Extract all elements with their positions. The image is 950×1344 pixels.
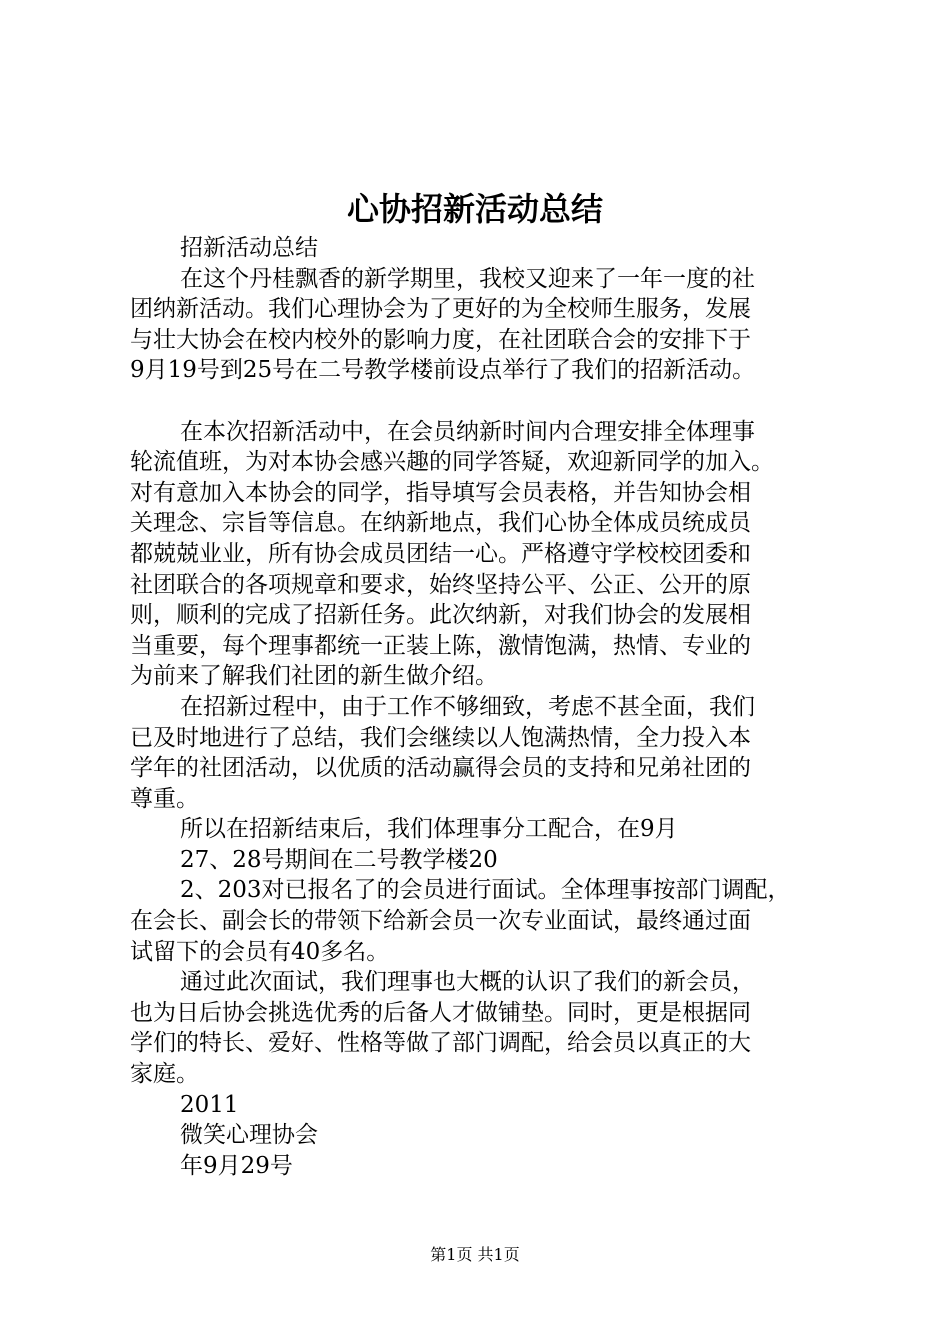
- body-line: 学们的特长、爱好、性格等做了部门调配，给会员以真正的大: [130, 1030, 751, 1057]
- body-line: 通过此次面试，我们理事也大概的认识了我们的新会员，: [180, 969, 755, 996]
- body-line: 社团联合的各项规章和要求，始终坚持公平、公正、公开的原: [130, 571, 751, 598]
- body-line: 在这个丹桂飘香的新学期里，我校又迎来了一年一度的社: [180, 265, 755, 292]
- body-line: 在会长、副会长的带领下给新会员一次专业面试，最终通过面: [130, 908, 751, 935]
- body-line: 9月19号到25号在二号教学楼前设点举行了我们的招新活动。: [130, 357, 756, 384]
- signature-date: 年9月29号: [180, 1152, 293, 1179]
- body-line: 所以在招新结束后，我们体理事分工配合，在9月: [180, 816, 678, 843]
- page-footer: 第1页 共1页: [430, 1245, 520, 1264]
- body-line: 尊重。: [130, 785, 199, 812]
- body-line: 在本次招新活动中，在会员纳新时间内合理安排全体理事: [180, 418, 755, 445]
- body-line: 则，顺利的完成了招新任务。此次纳新，对我们协会的发展相: [130, 602, 751, 629]
- body-line: 都兢兢业业，所有协会成员团结一心。严格遵守学校校团委和: [130, 540, 751, 567]
- body-line: 学年的社团活动，以优质的活动赢得会员的支持和兄弟社团的: [130, 755, 751, 782]
- body-line: 试留下的会员有40多名。: [130, 938, 390, 965]
- body-line: 2、203对已报名了的会员进行面试。全体理事按部门调配，: [180, 877, 791, 904]
- body-line: 在招新过程中，由于工作不够细致，考虑不甚全面，我们: [180, 693, 755, 720]
- signature-year: 2011: [180, 1091, 239, 1118]
- body-line: 关理念、宗旨等信息。在纳新地点，我们心协全体成员统成员: [130, 510, 751, 537]
- signature-organization: 微笑心理协会: [180, 1122, 318, 1149]
- body-line: 团纳新活动。我们心理协会为了更好的为全校师生服务，发展: [130, 296, 751, 323]
- document-body: [130, 233, 830, 1181]
- body-line: 轮流值班，为对本协会感兴趣的同学答疑，欢迎新同学的加入。: [130, 449, 774, 476]
- body-line: 对有意加入本协会的同学，指导填写会员表格，并告知协会相: [130, 479, 751, 506]
- body-line: 已及时地进行了总结，我们会继续以人饱满热情，全力投入本: [130, 724, 751, 751]
- document-title: 心协招新活动总结: [346, 190, 603, 228]
- body-line: 与壮大协会在校内校外的影响力度，在社团联合会的安排下于: [130, 326, 751, 353]
- body-line: 为前来了解我们社团的新生做介绍。: [130, 663, 498, 690]
- body-line: 也为日后协会挑选优秀的后备人才做铺垫。同时，更是根据同: [130, 999, 751, 1026]
- body-line: 招新活动总结: [180, 235, 318, 261]
- body-line: 家庭。: [130, 1061, 199, 1088]
- body-line: 27、28号期间在二号教学楼20: [180, 846, 498, 873]
- body-line: 当重要，每个理事都统一正装上陈，激情饱满，热情、专业的: [130, 632, 751, 659]
- blank-line: [130, 386, 830, 417]
